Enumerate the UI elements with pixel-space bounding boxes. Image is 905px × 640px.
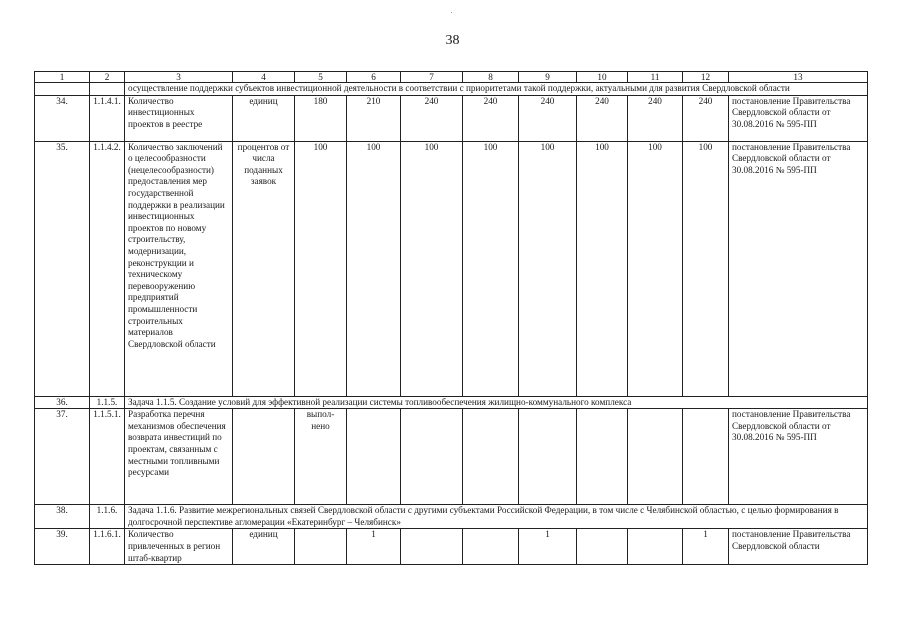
col-header: 13: [729, 72, 868, 83]
row-number: 39.: [35, 529, 90, 565]
table-row: [35, 529, 868, 565]
value-cell: [577, 409, 628, 505]
table-row: [35, 95, 868, 141]
row-number: 38.: [35, 505, 90, 529]
source-document: постановление Правительства Свердловской области от 30.08.2016 № 595-ПП: [729, 95, 868, 141]
page-number: 38: [445, 33, 460, 48]
indicator-unit: единиц: [233, 95, 295, 141]
value-cell: [628, 529, 683, 565]
row-code: 1.1.5.1.: [90, 409, 125, 505]
row-number: 37.: [35, 409, 90, 505]
row-number: 35.: [35, 141, 90, 396]
value-cell: 240: [463, 95, 519, 141]
value-cell: 240: [628, 95, 683, 141]
table-row: [35, 141, 868, 396]
indicator-name: Разработка перечня механизмов обеспечения возврата инвестиций по проектам, связанным с местными топливными ресурсами: [125, 409, 233, 505]
indicator-unit: процентов от числа поданных заявок: [233, 141, 295, 396]
value-cell: 100: [463, 141, 519, 396]
value-cell: [347, 409, 401, 505]
row-code: 1.1.6.1.: [90, 529, 125, 565]
col-header: 12: [683, 72, 729, 83]
value-cell: 100: [577, 141, 628, 396]
row-number: 36.: [35, 396, 90, 409]
col-header: 2: [90, 72, 125, 83]
col-header: 5: [295, 72, 347, 83]
source-document: постановление Правительства Свердловской области от 30.08.2016 № 595-ПП: [729, 141, 868, 396]
empty-cell: [35, 83, 90, 96]
section-text: осуществление поддержки субъектов инвестиционной деятельности в соответствии с приоритетами такой поддержки, актуальными для развития Свердловской области: [125, 83, 868, 96]
indicator-name: Количество заключений о целесообразности (нецелесообразности) предоставления мер государственной поддержки в реализации инвестиционных проектов по новому строительству, модернизации, реконструкции и техническому перевооружению предприятий промышленности строительных материалов Свердловской области: [125, 141, 233, 396]
source-document: постановление Правительства Свердловской области от 30.08.2016 № 595-ПП: [729, 409, 868, 505]
value-cell: [463, 409, 519, 505]
value-cell: 100: [683, 141, 729, 396]
value-cell: [519, 409, 577, 505]
indicators-table: [34, 71, 868, 565]
col-header: 7: [401, 72, 463, 83]
value-cell: [463, 529, 519, 565]
value-cell: 100: [295, 141, 347, 396]
scan-speck: [451, 12, 452, 13]
indicator-unit: единиц: [233, 529, 295, 565]
row-code: 1.1.5.: [90, 396, 125, 409]
value-cell: 100: [519, 141, 577, 396]
value-cell: 180: [295, 95, 347, 141]
task-text: Задача 1.1.5. Создание условий для эффективной реализации системы топливообеспечения жилищно-коммунального комплекса: [125, 396, 868, 409]
value-cell: [628, 409, 683, 505]
value-cell: 1: [347, 529, 401, 565]
task-row: [35, 505, 868, 529]
value-cell: [401, 409, 463, 505]
value-cell: [683, 409, 729, 505]
col-header: 11: [628, 72, 683, 83]
row-code: 1.1.4.2.: [90, 141, 125, 396]
row-code: 1.1.6.: [90, 505, 125, 529]
task-text: Задача 1.1.6. Развитие межрегиональных связей Свердловской области с другими субъектами Российской Федерации, в том числе с Челябинской областью, с целью формирования в долгосрочной перспективе агломерации «Екатеринбург – Челябинск»: [125, 505, 868, 529]
row-code: 1.1.4.1.: [90, 95, 125, 141]
table-row: [35, 409, 868, 505]
col-header: 4: [233, 72, 295, 83]
source-document: постановление Правительства Свердловской области: [729, 529, 868, 565]
value-cell: 100: [347, 141, 401, 396]
value-cell: выпол- нено: [295, 409, 347, 505]
indicator-name: Количество привлеченных в регион штаб-квартир: [125, 529, 233, 565]
value-cell: 240: [519, 95, 577, 141]
value-cell: 1: [683, 529, 729, 565]
value-cell: 240: [401, 95, 463, 141]
value-cell: 100: [628, 141, 683, 396]
value-cell: [401, 529, 463, 565]
value-cell: [577, 529, 628, 565]
row-number: 34.: [35, 95, 90, 141]
col-header: 1: [35, 72, 90, 83]
section-row: [35, 83, 868, 96]
value-cell: 240: [577, 95, 628, 141]
task-row: [35, 396, 868, 409]
value-cell: 240: [683, 95, 729, 141]
empty-cell: [90, 83, 125, 96]
col-header: 8: [463, 72, 519, 83]
col-header: 6: [347, 72, 401, 83]
col-header: 3: [125, 72, 233, 83]
value-cell: [295, 529, 347, 565]
col-header: 9: [519, 72, 577, 83]
value-cell: 100: [401, 141, 463, 396]
value-cell: 1: [519, 529, 577, 565]
indicator-name: Количество инвестиционных проектов в реестре: [125, 95, 233, 141]
indicator-unit: [233, 409, 295, 505]
col-header: 10: [577, 72, 628, 83]
header-row: [35, 72, 868, 83]
value-cell: 210: [347, 95, 401, 141]
